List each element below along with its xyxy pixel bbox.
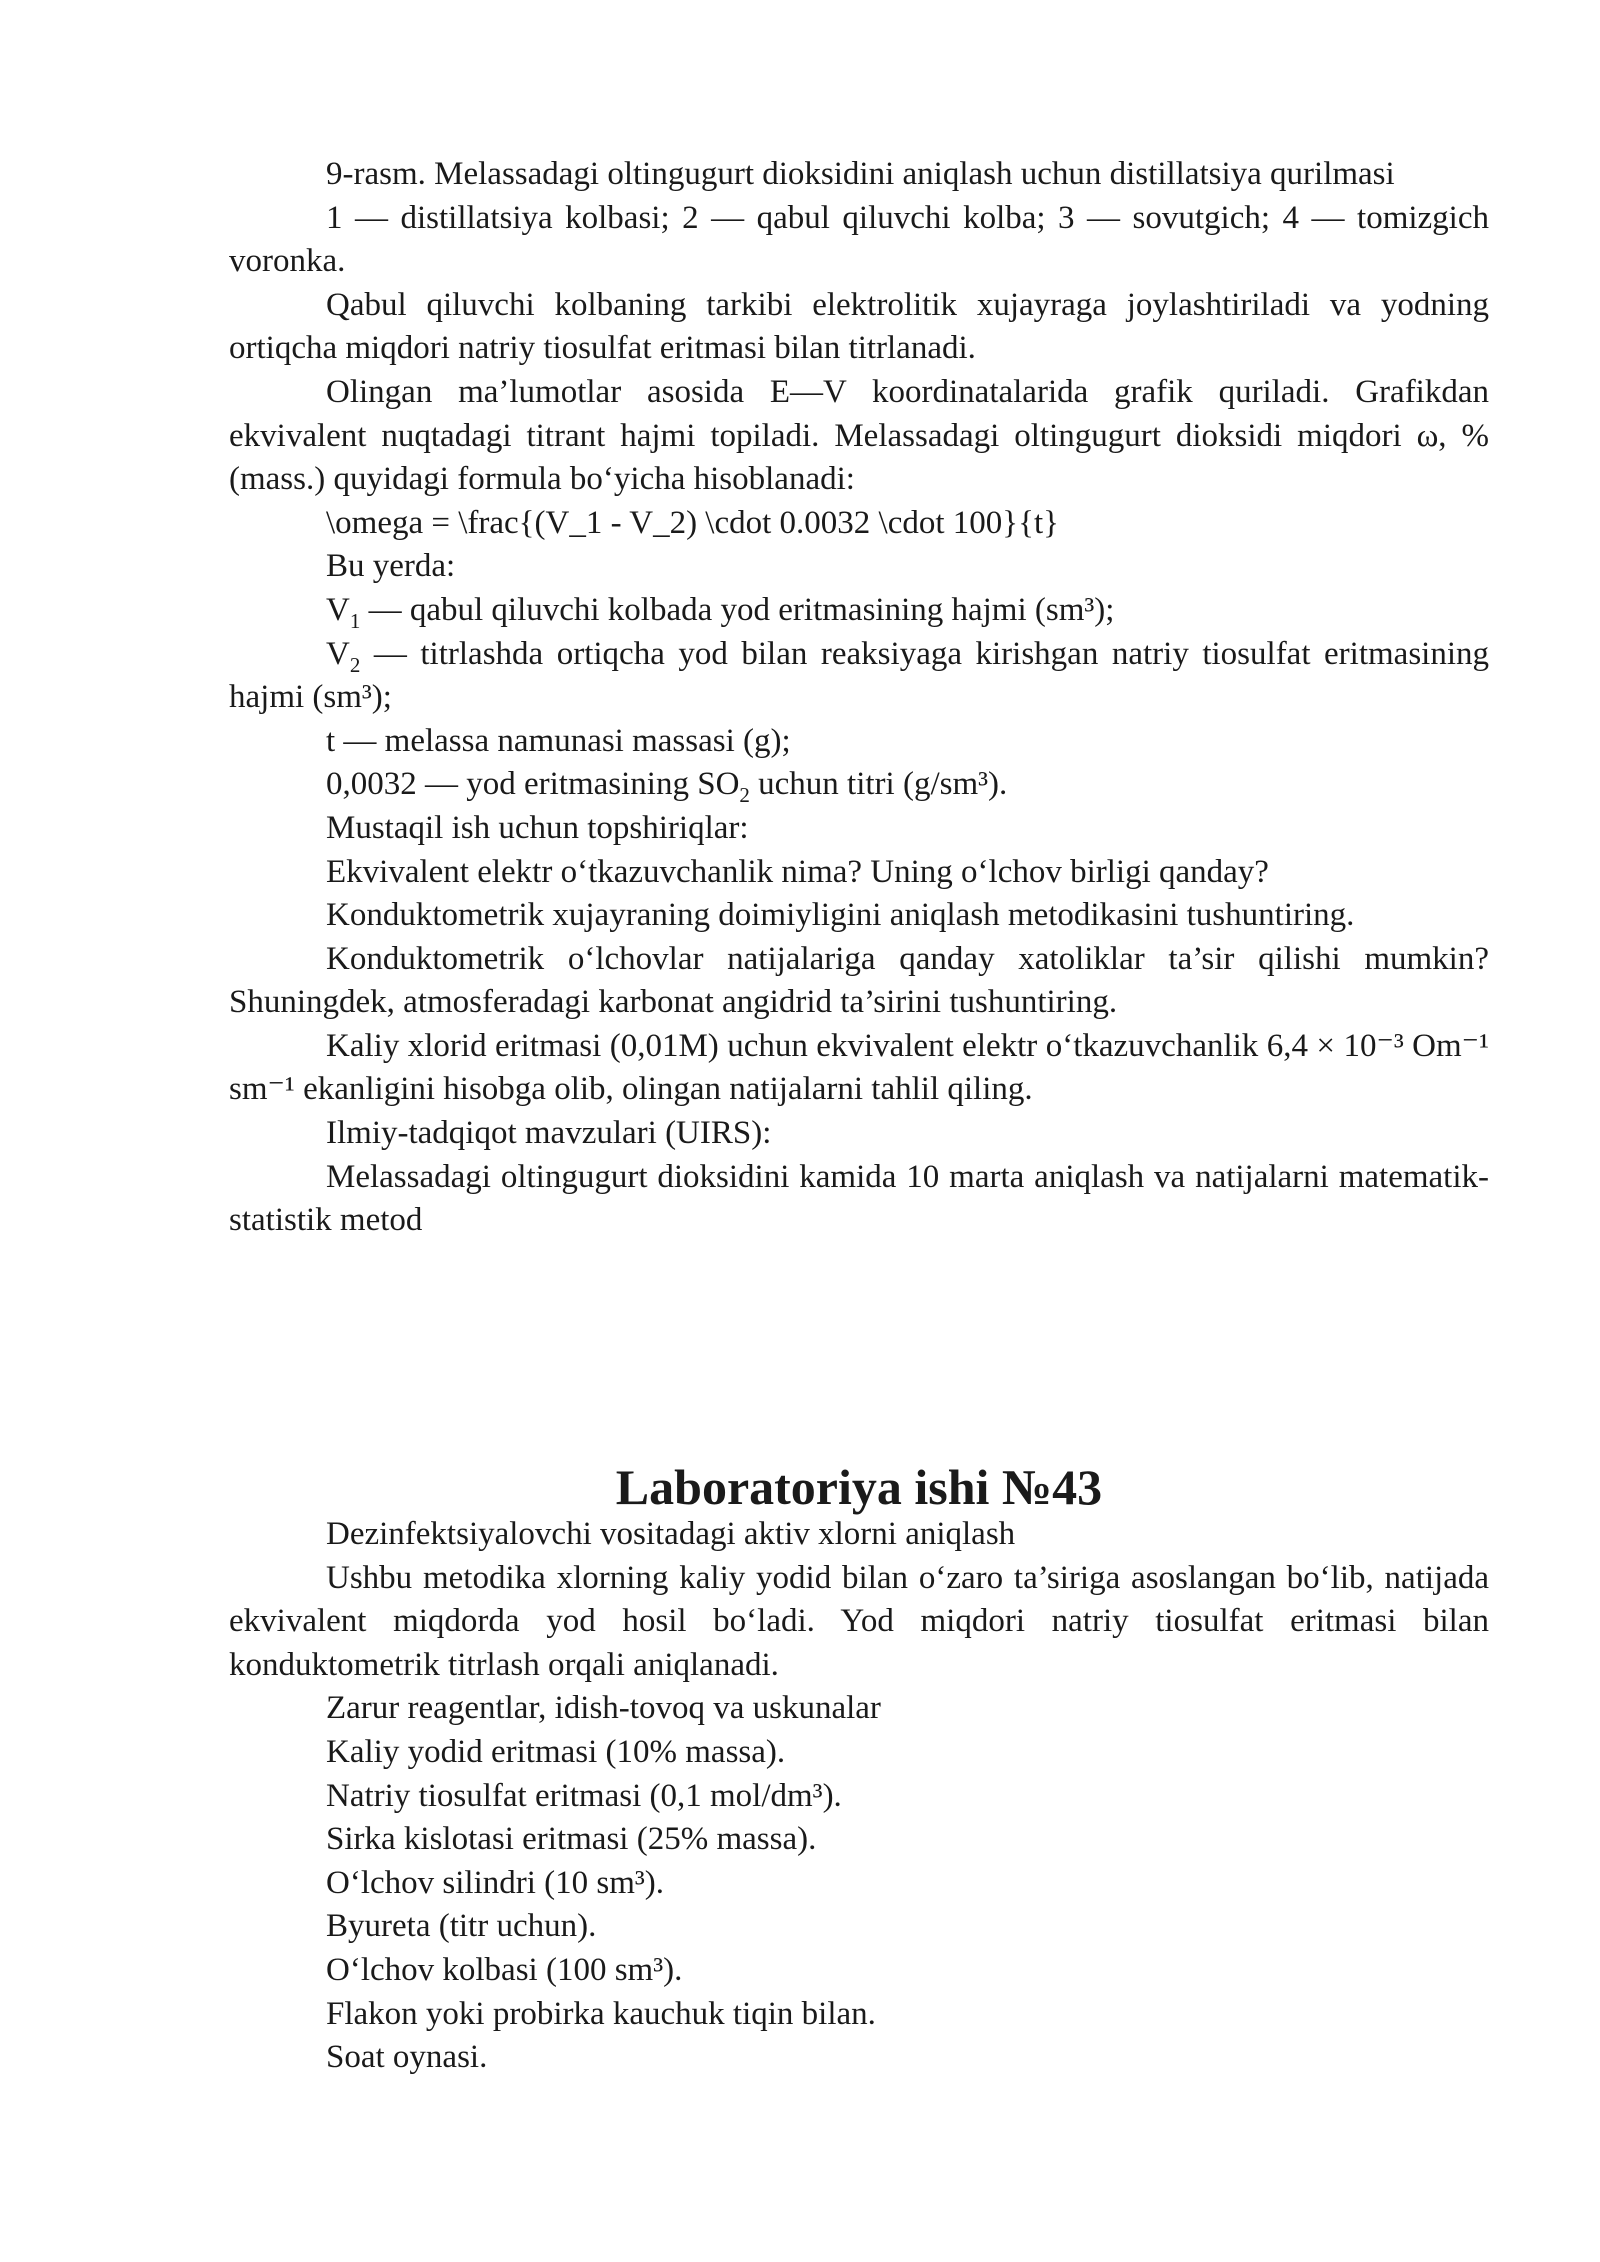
reagent-item: Natriy tiosulfat eritmasi (0,1 mol/dm³). [326,1777,842,1814]
lab-intro: Ushbu metodika xlorning kaliy yodid bilan o‘zaro ta’siriga asoslangan bo‘lib, natijada ekvivalent miqdorda yod hosil bo‘ladi. Yod miqdori natriy tiosulfat eritmasi bilan konduktometrik titrlash orqali aniqlanadi. [229,1559,1489,1683]
reagent-item: Kaliy yodid eritmasi (10% massa). [326,1733,786,1770]
variable-subscript: 1 [349,608,361,633]
variable-description: — qabul qiluvchi kolbada yod eritmasining hajmi (sm³); [360,591,1115,628]
task-item: Konduktometrik xujayraning doimiyligini aniqlash metodikasini tushuntiring. [326,897,1355,934]
titer-subscript: 2 [739,783,750,808]
variable-v1 [229,589,1489,633]
tasks-heading: Mustaqil ish uchun topshiriqlar: [326,809,749,846]
task-item: Konduktometrik o‘lchovlar natijalariga qanday xatoliklar ta’sir qilishi mumkin? Shuningdek, atmosferadagi karbonat angidrid ta’sirini tushuntiring. [229,940,1489,1021]
where-label: Bu yerda: [326,548,456,585]
reagent-item: Soat oynasi. [326,2039,488,2076]
section-previous-lab [229,153,1489,1243]
research-text: Melassadagi oltingugurt dioksidini kamida 10 marta aniqlash va natijalarni matematik-statistik metod [229,1158,1489,1239]
figure-legend: 1 — distillatsiya kolbasi; 2 — qabul qiluvchi kolba; 3 — sovutgich; 4 — tomizgich voronka. [229,199,1489,280]
reagent-item: Byureta (titr uchun). [326,1908,597,1945]
titer-text-end: uchun titri (g/sm³). [749,766,1008,803]
variable-subscript: 2 [349,652,361,677]
task-item: Ekvivalent elektr o‘tkazuvchanlik nima? Uning o‘lchov birligi qanday? [326,853,1269,890]
variable-v2 [229,633,1489,720]
lab-subtitle: Dezinfektsiyalovchi vositadagi aktiv xlorni aniqlash [326,1516,1016,1552]
lab-title: Laboratoriya ishi №43 [615,1459,1103,1515]
procedure-paragraph: Olingan ma’lumotlar asosida E—V koordinatalarida grafik quriladi. Grafikdan ekvivalent nuqtadagi titrant hajmi topiladi. Melassadagi oltingugurt dioksidi miqdori ω, % (mass.) quyidagi formula bo‘yicha hisoblanadi: [229,373,1489,498]
reagent-item: Sirka kislotasi eritmasi (25% massa). [326,1821,817,1858]
formula: \omega = \frac{(V_1 - V_2) \cdot 0.0032 \cdot 100}{t} [326,504,1059,541]
task-item: Kaliy xlorid eritmasi (0,01M) uchun ekvivalent elektr o‘tkazuvchanlik 6,4 × 10⁻³ Om⁻¹ sm⁻¹ ekanligini hisobga olib, olingan natijalarni tahlil qiling. [229,1027,1489,1108]
figure-caption: 9-rasm. Melassadagi oltingugurt dioksidini aniqlash uchun distillatsiya qurilmasi [326,156,1395,192]
reagents-heading: Zarur reagentlar, idish-tovoq va uskunalar [326,1690,881,1727]
reagent-item: O‘lchov silindri (10 sm³). [326,1864,665,1901]
research-heading: Ilmiy-tadqiqot mavzulari (UIRS): [326,1115,772,1152]
variable-symbol: V [326,591,350,628]
titer-text: 0,0032 — yod eritmasining SO [326,766,740,803]
variable-description: — titrlashda ortiqcha yod bilan reaksiyaga kirishgan natriy tiosulfat eritmasining hajmi (sm³); [229,635,1489,716]
reagent-item: Flakon yoki probirka kauchuk tiqin bilan. [326,1995,876,2032]
variable-symbol: V [326,635,350,672]
variable-t: t — melassa namunasi massasi (g); [326,722,791,759]
variable-titer [229,763,1489,807]
reagent-item: O‘lchov kolbasi (100 sm³). [326,1951,683,1988]
procedure-paragraph: Qabul qiluvchi kolbaning tarkibi elektrolitik xujayraga joylashtiriladi va yodning ortiqcha miqdori natriy tiosulfat eritmasi bilan titrlanadi. [229,286,1489,367]
section-lab-43 [229,1513,1489,2080]
